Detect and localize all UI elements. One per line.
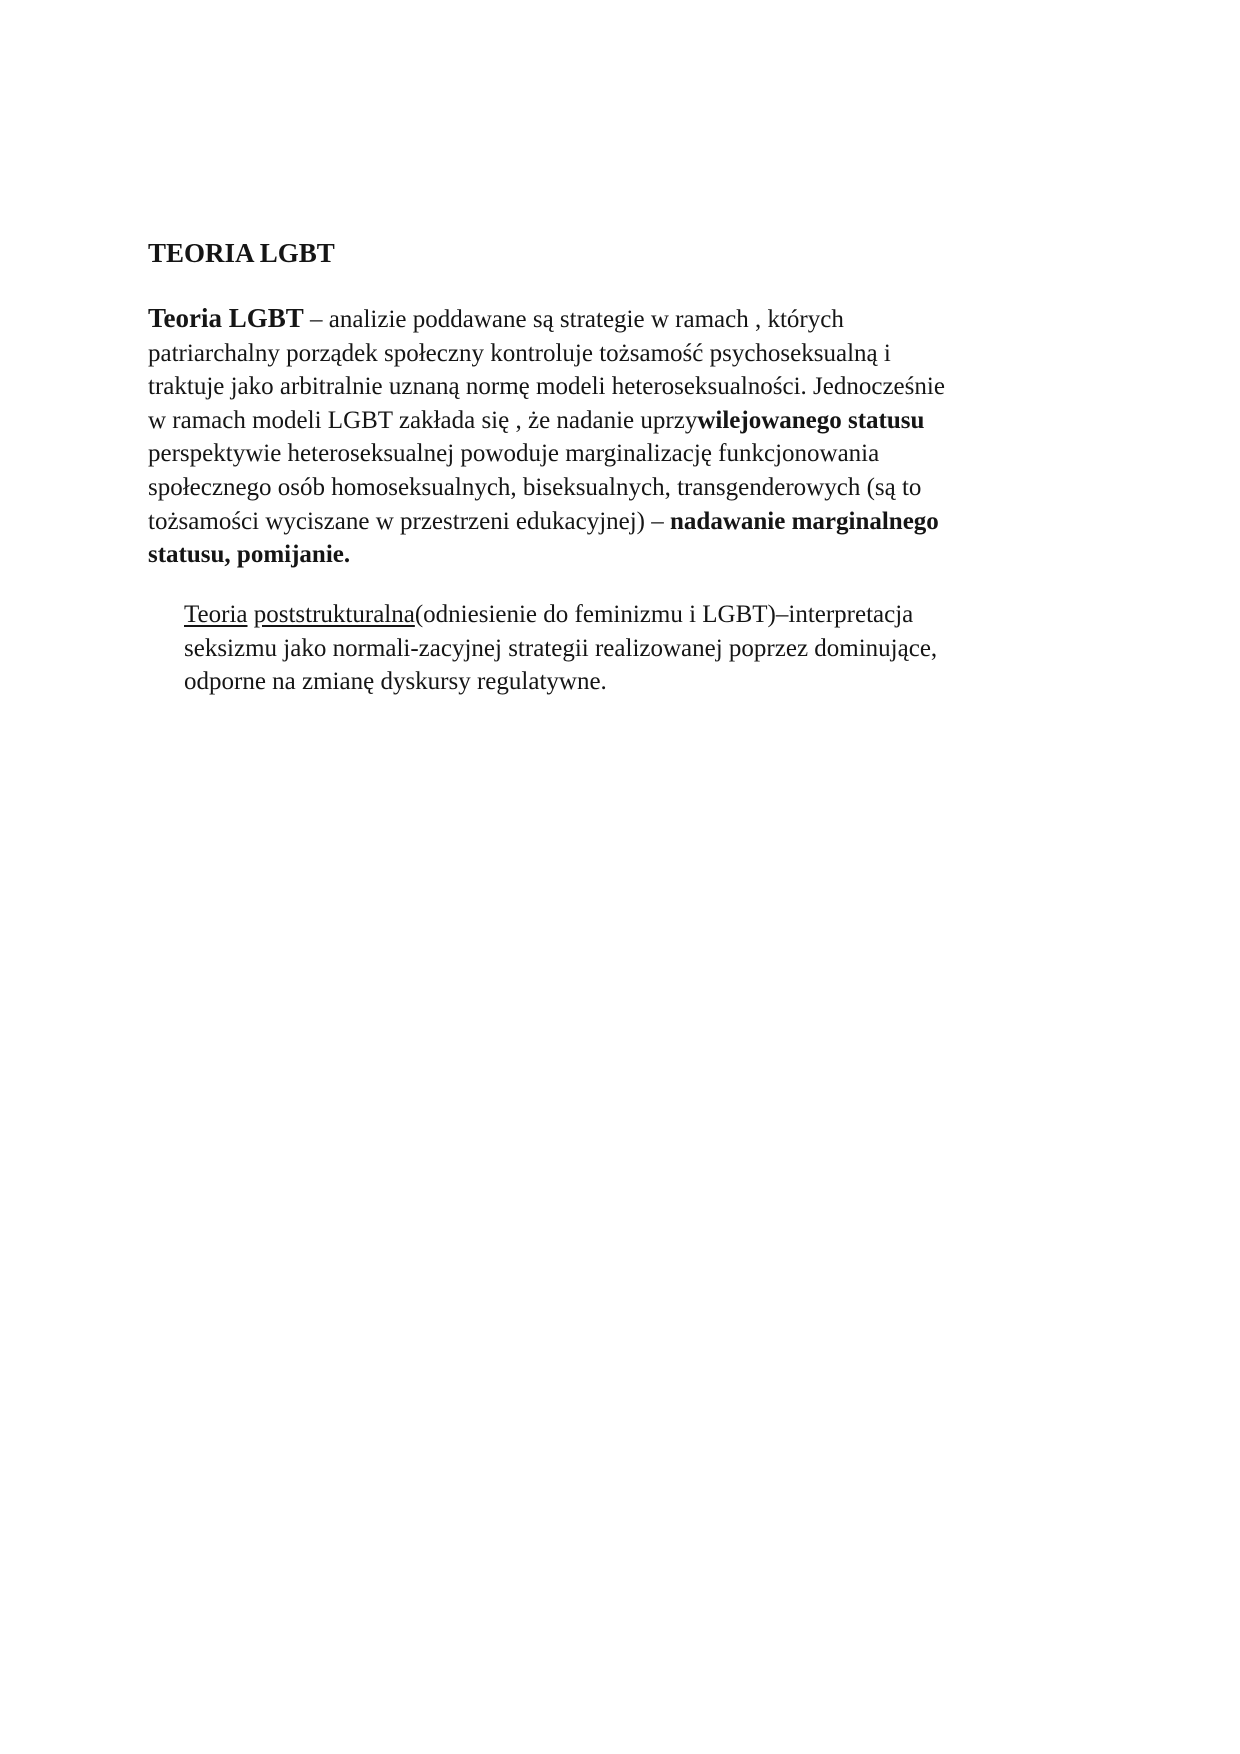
- text-line: [148, 505, 1088, 539]
- text-line: traktuje jako arbitralnie uznaną normę modeli heteroseksualności. Jednocześnie: [148, 373, 945, 401]
- text-line: odporne na zmianę dyskursy regulatywne.: [184, 668, 607, 696]
- text-line: perspektywie heteroseksualnej powoduje marginalizację funkcjonowania: [148, 440, 880, 468]
- text-line: patriarchalny porządek społeczny kontroluje tożsamość psychoseksualną i: [148, 339, 891, 367]
- text-line: [184, 598, 1084, 632]
- underlined-term: Teoria: [184, 601, 248, 628]
- paragraph-poststructural-theory: [184, 598, 1084, 699]
- text-segment: (odniesienie do feminizmu i LGBT)–interpretacja: [414, 601, 914, 628]
- text-segment: – analizie poddawane są strategie w ramach , których: [303, 306, 844, 333]
- text-segment: seksizmu jako normali: [184, 634, 411, 662]
- text-line: [148, 404, 1088, 438]
- emphasis-segment: nadawanie marginalnego: [670, 507, 939, 535]
- text-segment: tożsamości wyciszane w przestrzeni edukacyjnej) –: [148, 507, 671, 535]
- term-lead: Teoria LGBT: [148, 303, 304, 333]
- text-line: [184, 632, 1084, 666]
- text-line: społecznego osób homoseksualnych, biseksualnych, transgenderowych (są to: [148, 473, 922, 501]
- underlined-term: poststrukturalna: [253, 601, 415, 628]
- paragraph-lgbt-theory: [148, 302, 1088, 572]
- text-segment: w ramach modeli LGBT zakłada się , że nadanie uprzy: [148, 406, 698, 434]
- text-segment: -zacyjnej strategii realizowanej poprzez dominujące,: [410, 634, 938, 662]
- document-heading: TEORIA LGBT: [148, 238, 335, 268]
- emphasis-segment: wilejowanego statusu: [697, 406, 925, 434]
- text-line: [148, 302, 1088, 337]
- text-line: statusu, pomijanie.: [148, 541, 351, 569]
